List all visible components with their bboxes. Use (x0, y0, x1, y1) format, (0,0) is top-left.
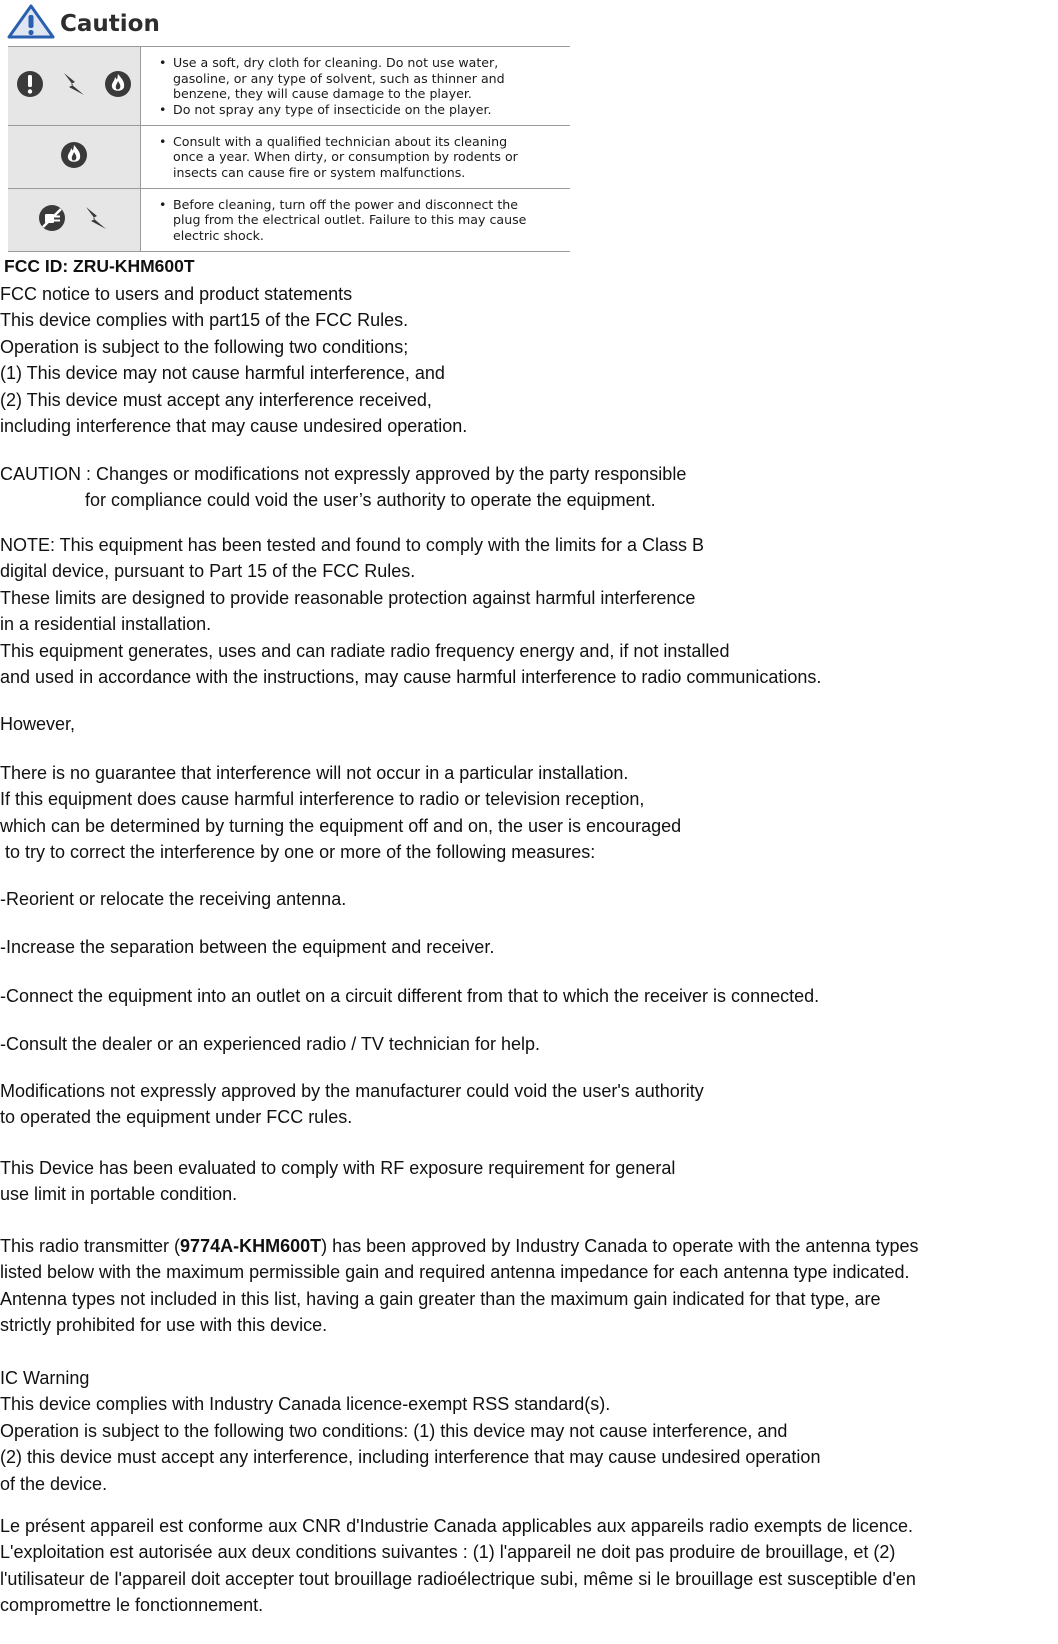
fcc-modifications: Modifications not expressly approved by the manufacturer could void the user's authority to operated the equipment under FCC rules. (0, 1081, 704, 1128)
unplug-icon (37, 203, 67, 233)
caution-header (6, 4, 160, 40)
caution-row (8, 126, 570, 189)
fcc-measure: -Connect the equipment into an outlet on a circuit different from that to which the receiver is connected. (0, 986, 820, 1006)
fcc-caution: CAUTION : Changes or modifications not expressly approved by the party responsible for compliance could void the user’s authority to operate the equipment. (0, 464, 687, 511)
warning-triangle-icon (6, 4, 56, 40)
fcc-note: NOTE: This equipment has been tested and found to comply with the limits for a Class B digital device, pursuant to Part 15 of the FCC Rules. These limits are designed to provide reasonable protection against harmful interference in a residential installation. This equipment generates, uses and can radiate radio frequency energy and, if not installed and used in accordance with the instructions, may cause harmful interference to radio communications. (0, 535, 822, 688)
fcc-measure: -Increase the separation between the equipment and receiver. (0, 937, 495, 957)
caution-bullet: • Do not spray any type of insecticide on the player. (161, 102, 564, 118)
lightning-icon (81, 203, 111, 233)
exclamation-circle-icon (15, 69, 45, 99)
ic-warning: IC Warning This device complies with Industry Canada licence-exempt RSS standard(s). Operation is subject to the following two conditions: (1) this device may not cause interference, and (2) this device must accept any interference, including interference that may cause undesired operation of the device. (0, 1368, 821, 1494)
fcc-measure: -Reorient or relocate the receiving antenna. (0, 889, 347, 909)
lightning-icon (59, 69, 89, 99)
fcc-rf-exposure: This Device has been evaluated to comply with RF exposure requirement for general use limit in portable condition. (0, 1158, 676, 1205)
caution-row (8, 47, 570, 126)
fcc-however: However, (0, 714, 76, 734)
fcc-measure: -Consult the dealer or an experienced radio / TV technician for help. (0, 1034, 540, 1054)
fcc-notice: FCC notice to users and product statements This device complies with part15 of the FCC Rules. Operation is subject to the following two conditions; (1) This device may not cause harmful interference, and (2) This device must accept any interference received, including interference that may cause undesired operation. (0, 284, 468, 437)
fire-icon (103, 69, 133, 99)
caution-title: Caution (60, 11, 160, 37)
caution-bullet: • Use a soft, dry cloth for cleaning. Do not use water, gasoline, or any type of solvent, such as thinner and benzene, they will cause damage to the player. (161, 55, 564, 102)
caution-table (8, 46, 570, 252)
ic-transmitter-id: 9774A-KHM600T (180, 1236, 322, 1256)
caution-bullet: • Before cleaning, turn off the power and disconnect the plug from the electrical outlet. Failure to this may cause electric shock. (161, 197, 564, 244)
fire-icon (59, 140, 89, 170)
ic-transmitter: This radio transmitter (9774A-KHM600T) has been approved by Industry Canada to operate with the antenna types listed below with the maximum permissible gain and required antenna impedance for each antenna type indicated. Antenna types not included in this list, having a gain greater than the maximum gain indicated for that type, are strictly prohibited for use with this device. (0, 1236, 919, 1336)
ic-warning-title: IC Warning (0, 1368, 90, 1388)
caution-bullet: • Consult with a qualified technician about its cleaning once a year. When dirty, or consumption by rodents or insects can cause fire or system malfunctions. (161, 134, 564, 181)
caution-row (8, 189, 570, 252)
fcc-id: FCC ID: ZRU-KHM600T (4, 256, 195, 276)
fcc-guarantee: There is no guarantee that interference will not occur in a particular installation. If this equipment does cause harmful interference to radio or television reception, which can be determined by turning the equipment off and on, the user is encouraged to try to correct the interference by one or more of the following measures: (0, 763, 682, 863)
ic-french-statement: Le présent appareil est conforme aux CNR d'Industrie Canada applicables aux appareils radio exempts de licence. L'exploitation est autorisée aux deux conditions suivantes : (1) l'appareil ne doit pas produire de brouillage, et (2) l'utilisateur de l'appareil doit accepter tout brouillage radioélectrique subi, même si le brouillage est susceptible d'en compromettre le fonctionnement. (0, 1516, 916, 1616)
